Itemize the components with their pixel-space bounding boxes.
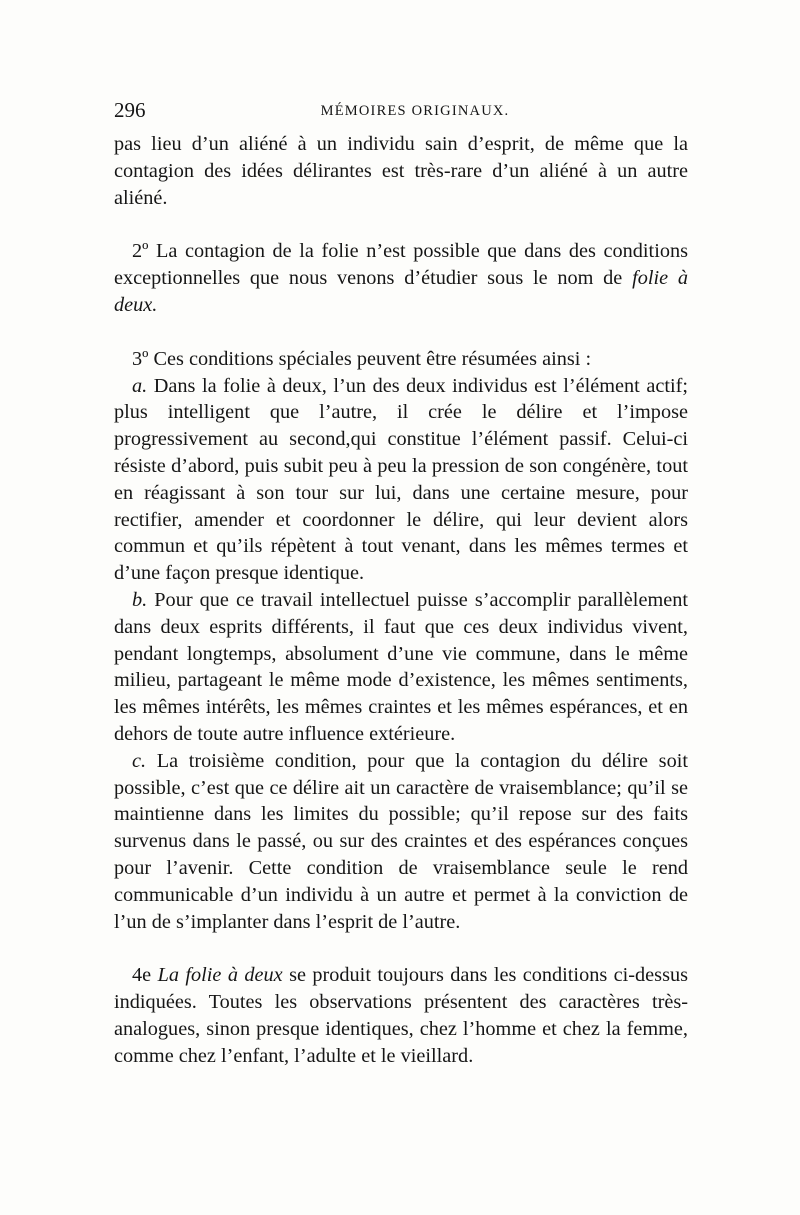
paragraph-number: 3º xyxy=(132,347,149,370)
paragraph-text-tail: se produit toujours dans les conditions ci-dessus indiquées. Toutes les observations présentent des caractères très-analogues, sinon presque identiques, chez l’homme et chez la femme, comme chez l’enfant, l’adulte et le vieillard. xyxy=(114,964,688,1067)
paragraph-subpoint-a xyxy=(114,373,688,587)
paragraph-text: La troisième condition, pour que la contagion du délire soit possible, c’est que ce délire ait un caractère de vraisemblance; qu’il se maintienne dans les limites du possible; qu’il repose sur des faits survenus dans le passé, ou sur des craintes et des espérances conçues pour l’avenir. Cette condition de vraisemblance seule le rend communicable d’un individu à un autre et permet à la conviction de l’un de s’implanter dans l’esprit de l’autre. xyxy=(114,749,688,933)
page-number: 296 xyxy=(114,98,146,122)
paragraph-number: 4e xyxy=(132,964,152,987)
paragraph-point-2 xyxy=(114,238,688,318)
subpoint-letter: c. xyxy=(132,749,147,772)
italic-term: folie à deux. xyxy=(114,267,688,316)
paragraph-point-3 xyxy=(114,346,688,373)
italic-term: La folie à deux xyxy=(157,964,283,987)
paragraph-text: Dans la folie à deux, l’un des deux individus est l’élément actif; plus intelligent que l’autre, il crée le délire et l’impose progressivement au second,qui constitue l’élément passif. Celui-ci résiste d’abord, puis subit peu à peu la pression de son congénère, tout en réagissant à son tour sur lui, dans une certaine mesure, pour rectifier, amender et coordonner le délire, qui leur devient alors commun et qu’ils répètent à tout venant, dans les mêmes termes et d’une façon presque identique. xyxy=(114,374,688,585)
paragraph-point-4 xyxy=(114,962,688,1069)
subpoint-letter: b. xyxy=(132,588,148,611)
paragraph-continuation xyxy=(114,131,688,211)
subpoint-letter: a. xyxy=(132,374,148,397)
paragraph-text: La contagion de la folie n’est possible que dans des conditions exceptionnelles que nous venons d’étudier sous le nom de xyxy=(114,240,688,290)
paragraph-text: Pour que ce travail intellectuel puisse s’accomplir parallèlement dans deux esprits différents, il faut que ces deux individus vivent, pendant longtemps, absolument d’une vie commune, dans le même milieu, partageant le même mode d’existence, les mêmes sentiments, les mêmes intérêts, les mêmes craintes et les mêmes espérances, et en dehors de toute autre influence extérieure. xyxy=(114,588,688,745)
paragraph-subpoint-c xyxy=(114,748,688,936)
paragraph-text: pas lieu d’un aliéné à un individu sain d’esprit, de même que la contagion des idées délirantes est très-rare d’un aliéné à un autre aliéné. xyxy=(114,133,688,209)
page-header xyxy=(114,96,688,126)
paragraph-text: Ces conditions spéciales peuvent être résumées ainsi : xyxy=(148,347,592,370)
paragraph-number: 2º xyxy=(132,240,149,263)
paragraph-subpoint-b xyxy=(114,587,688,748)
body-text xyxy=(114,131,688,1070)
running-head: MÉMOIRES ORIGINAUX. xyxy=(320,103,510,119)
